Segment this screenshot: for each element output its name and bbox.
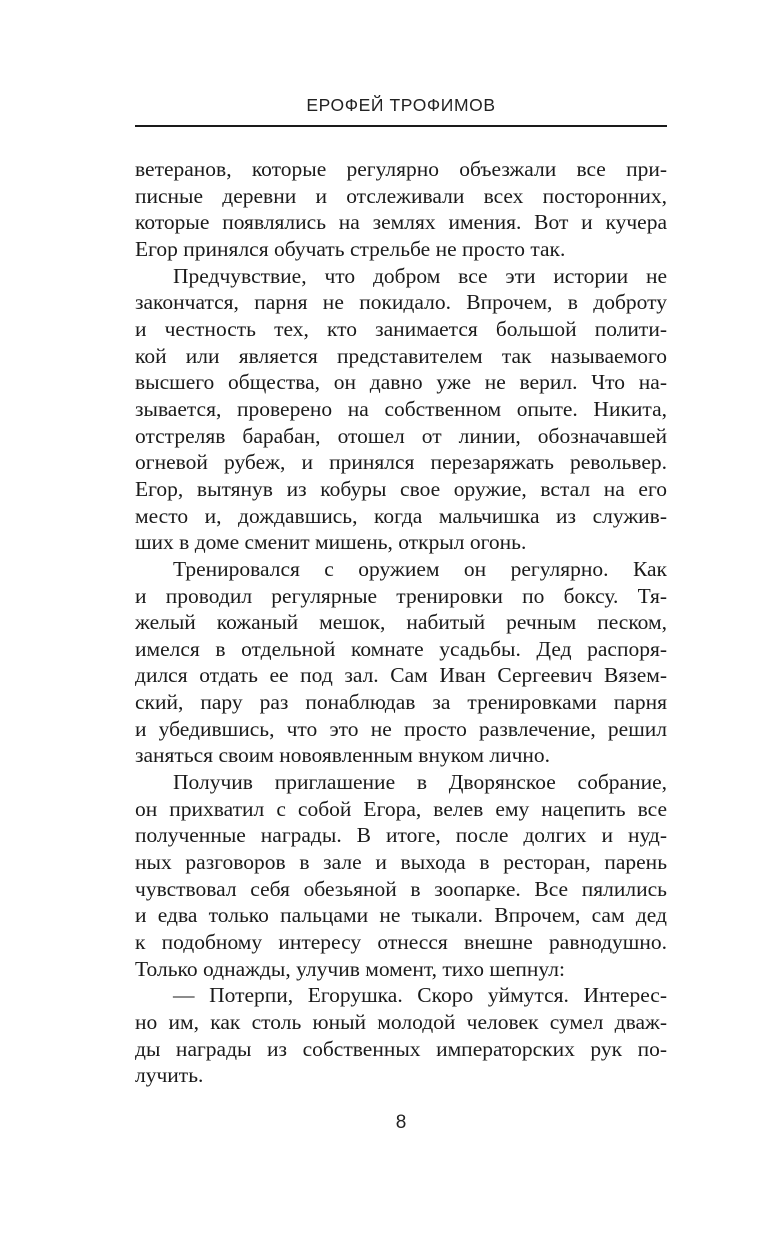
text-line: место и, дождавшись, когда мальчишка из служив- (135, 503, 667, 528)
paragraph-3-end (135, 742, 667, 769)
text-line: и едва только пальцами не тыкали. Впрочем, сам дед (135, 903, 667, 928)
paragraph-5 (135, 982, 667, 1009)
paragraph-1 (135, 156, 667, 236)
text-line: закончатся, парня не покидало. Впрочем, в доброту (135, 290, 667, 315)
text-line: писные деревни и отслеживали всех посторонних, (135, 183, 667, 208)
text-line: лучить. (135, 1063, 204, 1088)
text-line: — Потерпи, Егорушка. Скоро уймутся. Интерес- (173, 983, 667, 1008)
text-line: ды награды из собственных императорских рук по- (135, 1036, 667, 1061)
paragraph-2-end (135, 529, 667, 556)
body-text (135, 156, 667, 1089)
running-head: ЕРОФЕЙ ТРОФИМОВ (306, 95, 496, 115)
text-line: и проводил регулярные тренировки по боксу. Тя- (135, 583, 667, 608)
text-line: Получив приглашение в Дворянское собрание, (173, 770, 667, 795)
text-line: зывается, проверено на собственном опыте. Никита, (135, 396, 667, 421)
text-line: дился отдать ее под зал. Сам Иван Сергеевич Вязем- (135, 663, 667, 688)
text-line: но им, как столь юный молодой человек сумел дваж- (135, 1010, 667, 1034)
text-line: ветеранов, которые регулярно объезжали все при- (135, 157, 667, 181)
text-line: он прихватил с собой Егора, велев ему нацепить все (135, 796, 667, 821)
text-line: Егор, вытянув из кобуры свое оружие, встал на его (135, 476, 667, 501)
text-line: желый кожаный мешок, набитый речным песком, (135, 610, 667, 635)
text-line: заняться своим новоявленным внуком лично. (135, 743, 551, 768)
text-line: чувствовал себя обезьяной в зоопарке. Все пялились (135, 876, 667, 901)
text-line: ших в доме сменит мишень, открыл огонь. (135, 530, 527, 555)
paragraph-5-end (135, 1062, 667, 1089)
paragraph-3-body (135, 583, 667, 743)
paragraph-2-body (135, 289, 667, 529)
paragraph-2 (135, 263, 667, 290)
text-line: Только однажды, улучив момент, тихо шепнул: (135, 956, 565, 981)
text-line: и убедившись, что это не просто развлечение, решил (135, 716, 667, 741)
text-line: отстреляв барабан, отошел от линии, обозначавшей (135, 423, 667, 448)
paragraph-4-end (135, 956, 667, 983)
paragraph-1-end (135, 236, 667, 263)
text-line: высшего общества, он давно уже не верил. Что на- (135, 370, 667, 395)
text-line: полученные награды. В итоге, после долгих и нуд- (135, 823, 667, 848)
text-line: ных разговоров в зале и выхода в ресторан, парень (135, 850, 667, 875)
paragraph-5-body (135, 1009, 667, 1062)
paragraph-4 (135, 769, 667, 796)
text-line: Егор принялся обучать стрельбе не просто так. (135, 236, 566, 261)
text-line: и честность тех, кто занимается большой полити- (135, 316, 667, 341)
text-line: имелся в отдельной комнате усадьбы. Дед распоря- (135, 636, 667, 661)
paragraph-4-body (135, 796, 667, 956)
text-line: к подобному интересу отнесся внешне равнодушно. (135, 930, 667, 955)
text-line: Предчувствие, что добром все эти истории не (173, 263, 667, 288)
text-line: огневой рубеж, и принялся перезаряжать револьвер. (135, 450, 667, 475)
text-line: Тренировался с оружием он регулярно. Как (173, 556, 667, 581)
page-number: 8 (395, 1112, 407, 1133)
text-line: кой или является представителем так называемого (135, 343, 667, 368)
paragraph-3 (135, 556, 667, 583)
header-rule (135, 125, 667, 127)
text-line: ский, пару раз понаблюдав за тренировками парня (135, 690, 667, 715)
text-line: которые появлялись на землях имения. Вот и кучера (135, 210, 667, 235)
